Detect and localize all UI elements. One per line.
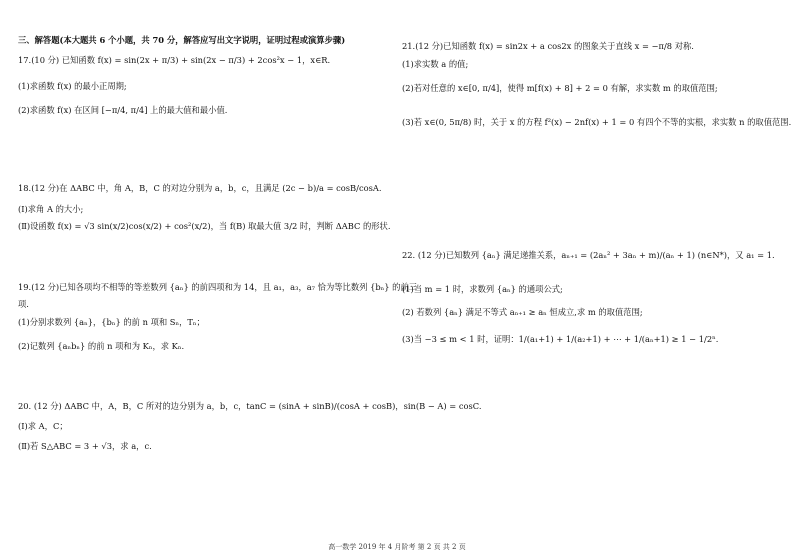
problem-18-stem: 18.(12 分)在 ΔABC 中，角 A，B，C 的对边分别为 a，b，c，且满足 (2c − b)/a = cosB/cosA. — [18, 183, 382, 193]
problem-20-stem: 20. (12 分) ΔABC 中，A，B，C 所对的边分别为 a，b，c，tanC = (sinA + sinB)/(cosA + cosB)，sin(B − A) = cosC. — [18, 401, 482, 411]
problem-21-q2: (2)若对任意的 x∈[0, π/4]，使得 m[f(x) + 8] + 2 = 0 有解，求实数 m 的取值范围; — [402, 83, 718, 93]
problem-21-stem: 21.(12 分)已知函数 f(x) = sin2x + a cos2x 的图象关于直线 x = −π/8 对称. — [402, 41, 694, 51]
problem-22-q1: (1)当 m = 1 时，求数列 {aₙ} 的通项公式; — [402, 284, 563, 294]
problem-22-q3: (3)当 −3 ≤ m < 1 时，证明：1/(a₁+1) + 1/(a₂+1) + ⋯ + 1/(aₙ+1) ≥ 1 − 1/2ⁿ. — [402, 334, 719, 344]
problem-18-q2: (Ⅱ)设函数 f(x) = √3 sin(x/2)cos(x/2) + cos²(x/2)，当 f(B) 取最大值 3/2 时，判断 ΔABC 的形状. — [18, 221, 391, 231]
problem-19-stem-cont: 项. — [18, 299, 29, 309]
problem-21-q3: (3)若 x∈(0, 5π/8) 时，关于 x 的方程 f²(x) − 2nf(x) + 1 = 0 有四个不等的实根，求实数 n 的取值范围. — [402, 117, 792, 127]
problem-19-q2: (2)记数列 {aₙbₙ} 的前 n 项和为 Kₙ，求 Kₙ. — [18, 341, 185, 351]
problem-22-q2: (2) 若数列 {aₙ} 满足不等式 aₙ₊₁ ≥ aₙ 恒成立,求 m 的取值范围; — [402, 307, 643, 317]
problem-17-q2: (2)求函数 f(x) 在区间 [−π/4, π/4] 上的最大值和最小值. — [18, 105, 228, 115]
problem-18-q1: (Ⅰ)求角 A 的大小; — [18, 204, 84, 214]
problem-22-stem: 22. (12 分)已知数列 {aₙ} 满足递推关系，aₙ₊₁ = (2aₙ² + 3aₙ + m)/(aₙ + 1) (n∈N*)，又 a₁ = 1. — [402, 250, 775, 260]
problem-19-stem: 19.(12 分)已知各项均不相等的等差数列 {aₙ} 的前四项和为 14，且 a₁，a₃，a₇ 恰为等比数列 {bₙ} 的前三 — [18, 282, 418, 292]
problem-17-q1: (1)求函数 f(x) 的最小正周期; — [18, 81, 127, 91]
problem-19-q1: (1)分别求数列 {aₙ}，{bₙ} 的前 n 项和 Sₙ，Tₙ； — [18, 317, 205, 327]
problem-17-stem: 17.(10 分) 已知函数 f(x) = sin(2x + π/3) + sin(2x − π/3) + 2cos²x − 1，x∈R. — [18, 55, 331, 65]
section-title: 三、解答题(本大题共 6 个小题，共 70 分，解答应写出文字说明，证明过程或演算步骤) — [18, 35, 346, 45]
problem-20-q1: (Ⅰ)求 A，C； — [18, 421, 68, 431]
problem-21-q1: (1)求实数 a 的值; — [402, 59, 469, 69]
problem-20-q2: (Ⅱ)若 S△ABC = 3 + √3，求 a，c. — [18, 441, 152, 451]
page-footer: 高一数学 2019 年 4 月阶考 第 2 页 共 2 页 — [328, 543, 466, 551]
